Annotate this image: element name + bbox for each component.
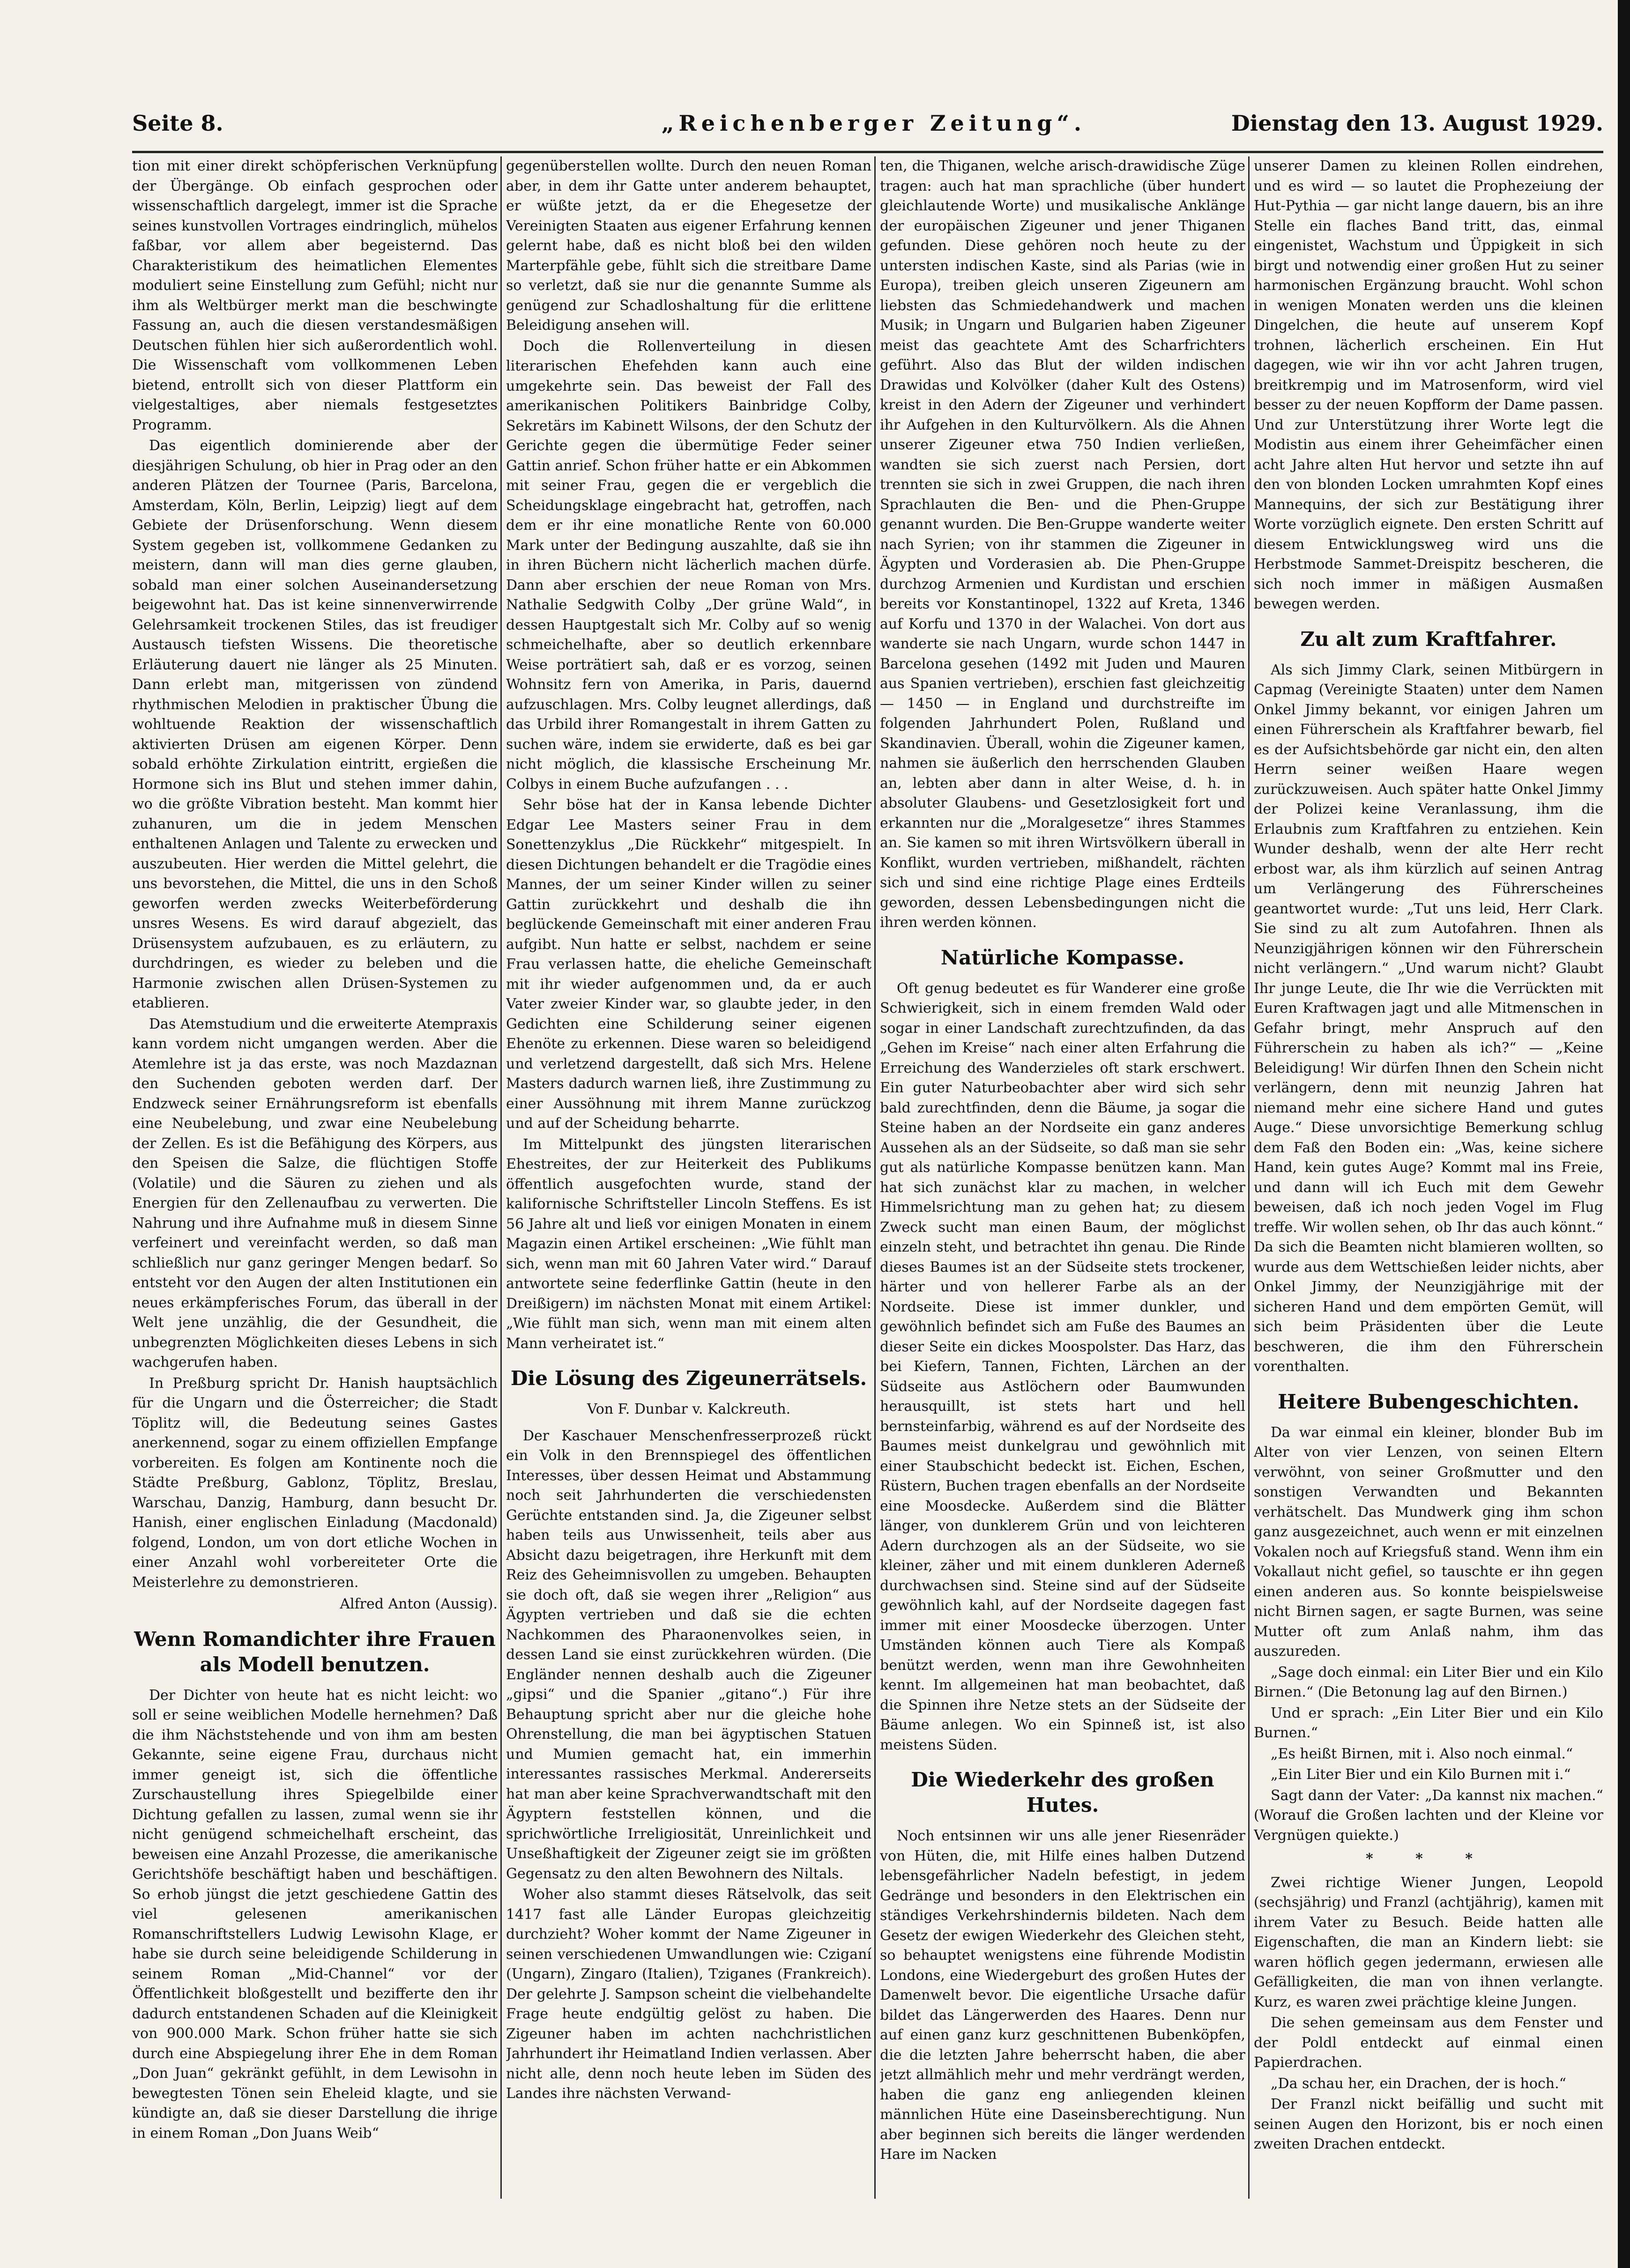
article-paragraph: Und er sprach: „Ein Liter Bier und ein Kilo Burnen.“	[1254, 1705, 1603, 1741]
issue-date: Dienstag den 13. August 1929.	[1231, 111, 1603, 136]
article-byline: Von F. Dunbar v. Kalckreuth.	[587, 1401, 791, 1417]
page-header	[132, 111, 1603, 148]
page-number: Seite 8.	[132, 111, 223, 136]
column-3	[880, 156, 1245, 2217]
article-paragraph: Noch entsinnen wir uns alle jener Riesenräder von Hüten, die, mit Hilfe eines halben Dutzend lebensgefährlicher Nadeln befestigt, in jedem Gedränge und besonders in den Elektrischen ein ständiges Verkehrshindernis bildeten. Nach dem Gesetz der ewigen Wiederkehr des Gleichen steht, so behauptet wenigstens eine führende Modistin Londons, eine Wiedergeburt des großen Hutes der Damenwelt bevor. Die eigentliche Ursache dafür bildet das Längerwerden des Haares. Denn nur auf einen ganz kurz geschnittenen Bubenköpfen, die die letzten Jahre beherrscht haben, die aber jetzt allmählich mehr und mehr verdrängt werden, haben die ganz eng anliegenden kleinen männlichen Hüte eine Daseinsberechtigung. Nun aber beginnen sich bereits die länger werdenden Hare im Nacken	[880, 1828, 1245, 2163]
newspaper-title: „Reichenberger Zeitung“.	[662, 111, 1087, 136]
article-paragraph: Oft genug bedeutet es für Wanderer eine große Schwierigkeit, sich in einem fremden Wald oder sogar in einer Landschaft zurechtzufinden, da das „Gehen im Kreise“ nach einer alten Erfahrung die Erreichung des Wanderzieles oft stark erschwert. Ein guter Naturbeobachter aber wird sich sehr bald zurechtfinden, denn die Bäume, ja sogar die Steine haben an der Nordseite ein ganz anderes Aussehen als an der Südseite, so daß man sie sehr gut als natürliche Kompasse benützen kann. Man hat sich zunächst klar zu machen, in welcher Himmelsrichtung man zu gehen hat; zu diesem Zweck sucht man einen Baum, der möglichst einzeln steht, und betrachtet ihn genau. Die Rinde dieses Baumes ist an der Südseite stets trockener, härter und von hellerer Farbe als an der Nordseite. Diese ist immer dunkler, und gewöhnlich befindet sich am Fuße des Baumes an dieser Seite ein dickes Moospolster. Das Harz, das bei Kiefern, Tannen, Fichten, Lärchen an der Südseite aus Astlöchern oder Baumwunden herausquillt, ist stets hart und hell bernsteinfarbig, während es auf der Nordseite des Baumes meist dunkelgrau und gewöhnlich mit einer Staubschicht bedeckt ist. Eichen, Eschen, Rüstern, Buchen tragen ebenfalls an der Nordseite eine Moosdecke. Außerdem sind die Blätter länger, von dunklerem Grün und von leichteren Adern durchzogen als an der Südseite, wo sie kleiner, zäher und mit einem dunkleren Aderneß durchwachsen sind. Steine sind auf der Südseite gewöhnlich kahl, auf der Nordseite dagegen fast immer mit einer Moosdecke überzogen. Unter Umständen können auch Tiere als Kompaß benützt werden, wenn man ihre Gewohnheiten kennt. Im allgemeinen hat man beobachtet, daß die Spinnen ihre Netze stets an der Südseite der Bäume anlegen. Wo ein Spinneß ist, ist also meistens Süden.	[880, 980, 1245, 1753]
article-paragraph: In Preßburg spricht Dr. Hanish hauptsächlich für die Ungarn und die Österreicher; die Stadt Töplitz will, die Bedeutung seines Gastes anerkennend, sogar zu einem offiziellen Empfange vorbereiten. Es folgen am Kontinente noch die Städte Preßburg, Gablonz, Töplitz, Breslau, Warschau, Danzig, Hamburg, dann besucht Dr. Hanish, einer englischen Einladung (Macdonald) folgend, London, um von dort etliche Wochen in einer Anzahl wohl vorbereiteter Orte die Meisterlehre zu demonstrieren.	[132, 1375, 498, 1591]
article-paragraph: Im Mittelpunkt des jüngsten literarischen Ehestreites, der zur Heiterkeit des Publikums öffentlich ausgefochten wurde, stand der kalifornische Schriftsteller Lincoln Steffens. Es ist 56 Jahre alt und ließ vor einigen Monaten in einem Magazin einen Artikel erscheinen: „Wie fühlt man sich, wenn man mit 60 Jahren Vater wird.“ Darauf antwortete seine federflinke Gattin (heute in den Dreißigern) im nächsten Monat mit einem Artikel: „Wie fühlt man sich, wenn man mit einem alten Mann verheiratet ist.“	[506, 1136, 871, 1352]
column-2	[506, 156, 871, 2217]
section-separator: * * *	[1366, 1851, 1491, 1867]
article-headline: Die Lösung des Zigeunerrätsels.	[510, 1367, 867, 1390]
article-paragraph: unserer Damen zu kleinen Rollen eindrehen, und es wird — so lautet die Prophezeiung der Hut-Pythia — gar nicht lange dauern, bis an ihre Stelle ein flaches Band tritt, das, einmal eingenistet, Wachstum und Üppigkeit in sich birgt und notwendig einer großen Hut zu seiner harmonischen Ergänzung braucht. Wohl schon in wenigen Monaten werden uns die kleinen Dingelchen, die heute auf unserem Kopf trohnen, lächerlich erscheinen. Ein Hut dagegen, wie wir ihn vor acht Jahren trugen, breitkrempig und im Matrosenform, wird viel besser zu der neuen Kopfform der Dame passen. Und zur Unterstützung ihrer Worte legt die Modistin aus einem ihrer Geheimfächer einen acht Jahre alten Hut hervor und setzte ihn auf den von blonden Locken umrahmten Kopf eines Mannequins, der sich zur Bestätigung ihrer Worte vorzüglich eignete. Den ersten Schritt auf diesem Entwicklungsweg wird uns die Herbstmode Sammet-Dreispitz bescheren, die sich noch immer in mäßigen Ausmaßen bewegen werden.	[1254, 158, 1603, 612]
article-paragraph: Der Dichter von heute hat es nicht leicht: wo soll er seine weiblichen Modelle hernehmen? Daß die ihm Nächststehende und von ihm am besten Gekannte, seine eigene Frau, durchaus nicht immer geneigt ist, sich die öffentliche Zurschaustellung ihres Spiegelbilde einer Dichtung gefallen zu lassen, zumal wenn sie ihr nicht genügend schmeichelhaft erscheint, das beweisen eine Anzahl Prozesse, die amerikanische Gerichtshöfe beschäftigt haben und beschäftigen. So erhob jüngst die jetzt geschiedene Gattin des viel gelesenen amerikanischen Romanschriftstellers Ludwig Lewisohn Klage, er habe sie durch seine beleidigende Schilderung in seinem Roman „Mid-Channel“ vor der Öffentlichkeit bloßgestellt und bezifferte den ihr dadurch entstandenen Schaden auf die Kleinigkeit von 900.000 Mark. Schon früher hatte sie sich durch eine Abspiegelung ihrer Ehe in dem Roman „Don Juan“ gekränkt gefühlt, in dem Lewisohn in bewegtesten Tönen sein Eheleid klagte, und sie kündigte an, daß sie dieser Darstellung die ihrige in einem Roman „Don Juans Weib“	[132, 1687, 498, 2142]
article-headline: Wenn Romandichter ihre Frauen als Modell benutzen.	[134, 1627, 496, 1676]
article-paragraph: Da war einmal ein kleiner, blonder Bub im Alter von vier Lenzen, von seinen Eltern verwöhnt, von seiner Großmutter und den sonstigen Verwandten und Bekannten verhätschelt. Das Mundwerk ging ihm schon ganz ausgezeichnet, auch wenn er mit einzelnen Vokalen noch auf Kriegsfuß stand. Wenn ihm ein Vokallaut nicht gefiel, so tauschte er ihn gegen einen anderen aus. So konnte beispielsweise nicht Birnen sagen, er sagte Burnen, was seine Mutter oft zum Anlaß nahm, ihm das auszureden.	[1254, 1424, 1603, 1660]
column-rule	[1248, 156, 1250, 2199]
article-paragraph: Das Atemstudium und die erweiterte Atempraxis kann vordem nicht umgangen werden. Aber die Atemlehre ist ja das erste, was noch Mazdaznan den Suchenden geboten werden darf. Der Endzweck seiner Ernährungsreform ist ebenfalls eine Neubelebung, und zwar eine Neubelebung der Zellen. Es ist die Befähigung des Körpers, aus den Speisen die Salze, die flüchtigen Stoffe (Volatile) und die Säuren zu ziehen und als Energien für den Zellenaufbau zu verwerten. Die Nahrung und ihre Aufnahme muß in diesem Sinne verfeinert und vereinfacht werden, so daß man schließlich nur ganz geringer Mengen bedarf. So entsteht vor den Augen der alten Institutionen ein neues erkämpferisches Forum, das überall in der Welt jene unzählig, die der Gesundheit, die unbegrenzten Möglichkeiten dieses Lebens in sich wachgerufen haben.	[132, 1015, 498, 1371]
article-paragraph: Der Kaschauer Menschenfresserprozeß rückt ein Volk in den Brennspiegel des öffentlichen Interesses, über dessen Heimat und Abstammung noch seit Jahrhunderten die verschiedensten Gerüchte entstanden sind. Ja, die Zigeuner selbst haben teils aus Unwissenheit, teils aber aus Absicht dazu beigetragen, ihre Herkunft mit dem Reiz des Geheimnisvollen zu umgeben. Behaupten sie doch oft, daß sie wegen ihrer „Religion“ aus Ägypten vertrieben und daß sie die echten Nachkommen des Pharaonenvolkes seien, in dessen Land sie einst zurückkehren würden. (Die Engländer nennen deshalb auch die Zigeuner „gipsi“ und die Spanier „gitano“.) Für ihre Behauptung spricht aber nur die gleiche hohe Ohrenstellung, die man bei ägyptischen Statuen und Mumien gemacht hat, ein immerhin interessantes rassisches Merkmal. Andererseits hat man aber keine Sprachverwandtschaft mit den Ägyptern feststellen können, und die sprichwörtliche Irreligiosität, Unreinlichkeit und Unseßhaftigkeit der Zigeuner zeigt sie im größten Gegensatz zu den alten Bewohnern des Niltals.	[506, 1427, 871, 1882]
article-paragraph: Sagt dann der Vater: „Da kannst nix machen.“ (Worauf die Großen lachten und der Kleine vor Vergnügen quiekte.)	[1254, 1787, 1603, 1844]
header-rule	[132, 151, 1603, 153]
article-paragraph: „Es heißt Birnen, mit i. Also noch einmal.“	[1271, 1745, 1573, 1762]
article-paragraph: „Ein Liter Bier und ein Kilo Burnen mit i.“	[1271, 1766, 1571, 1783]
article-paragraph: ten, die Thiganen, welche arisch-drawidische Züge tragen: auch hat man sprachliche (über hundert gleichlautende Worte) und musikalische Anklänge der europäischen Zigeuner und jener Thiganen gefunden. Diese gehören noch heute zu der untersten indischen Kaste, sind als Parias (wie in Europa), treiben gleich unseren Zigeunern am liebsten das Schmiedehandwerk und machen Musik; in Ungarn und Bulgarien haben Zigeuner meist das geachtete Amt des Scharfrichters geführt. Also das Blut der wilden indischen Drawidas und Kolvölker (daher Kult des Ostens) kreist in den Adern der Zigeuner und verhindert ihr Aufgehen in den Kulturvölkern. Als die Ahnen unserer Zigeuner etwa 750 Indien verließen, wandten sie sich zuerst nach Persien, dort trennten sie sich in zwei Gruppen, die nach ihren Sprachlauten die Ben- und die Phen-Gruppe genannt wurden. Die Ben-Gruppe wanderte weiter nach Syrien; von ihr stammen die Zigeuner in Ägypten und Vorderasien ab. Die Phen-Gruppe durchzog Armenien und Kurdistan und erschien bereits vor Konstantinopel, 1322 auf Kreta, 1346 auf Korfu und 1370 in der Walachei. Von dort aus wanderte sie nach Ungarn, wurde schon 1447 in Barcelona gesehen (1492 mit Juden und Mauren aus Spanien vertrieben), erschien fast gleichzeitig — 1450 — in England und durchstreifte im folgenden Jahrhundert Polen, Rußland und Skandinavien. Überall, wohin die Zigeuner kamen, nahmen sie äußerlich den herrschenden Glauben an, lebten aber dann in alter Weise, d. h. in absoluter Glaubens- und Gesetzlosigkeit fort und erkannten nur die „Moralgesetze“ ihres Stammes an. Sie kamen so mit ihren Wirtsvölkern überall in Konflikt, wurden vertrieben, mißhandelt, rächten sich und sind eine richtige Plage eines Erdteils geworden, dessen Lebensbedingungen nicht die ihren werden können.	[880, 158, 1245, 931]
article-paragraph: Zwei richtige Wiener Jungen, Leopold (sechsjährig) und Franzl (achtjährig), kamen mit ihrem Vater zu Besuch. Beide hatten alle Eigenschaften, die man an Kindern liebt: sie waren höflich gegen jedermann, erwiesen alle Gefälligkeiten, die man von ihnen verlangte. Kurz, es waren zwei prächtige kleine Jungen.	[1254, 1874, 1603, 2010]
article-paragraph: Das eigentlich dominierende aber der diesjährigen Schulung, ob hier in Prag oder an den anderen Plätzen der Tournee (Paris, Barcelona, Amsterdam, Köln, Berlin, Leipzig) liegt auf dem Gebiete der Drüsenforschung. Wenn diesem System gegeben ist, vollkommene Gedanken zu meistern, dann will man dies gerne glauben, sobald man einer solchen Auseinandersetzung beigewohnt hat. Das ist keine sinnenverwirrende Gelehrsamkeit trockenen Stiles, das ist freudiger Austausch tiefsten Wissens. Die theoretische Erläuterung dauert nie länger als 25 Minuten. Dann erlebt man, mitgerissen von zündend rhythmischen Melodien in praktischer Übung die wohltuende Reaktion der wissenschaftlich aktivierten Drüsen am eigenen Körper. Denn sobald erhöhte Zirkulation eintritt, ergießen die Hormone sich ins Blut und stehen immer dahin, wo die größte Vibration besteht. Man kommt hier zuhanuren, um die in jedem Menschen enthaltenen Anlagen und Talente zu erwecken und auszubeuten. Hier werden die Mittel gelehrt, die uns bevorstehen, die Mittel, die uns in den Schoß geworfen werden zwecks Weiterbeförderung unsres Wesens. Es wird darauf abgezielt, das Drüsensystem aufzubauen, es zu erläutern, zu durchdringen, es wieder zu beleben und die Harmonie zwischen allen Drüsen-Systemen zu etablieren.	[132, 437, 498, 1011]
article-headline: Zu alt zum Kraftfahrer.	[1300, 627, 1557, 651]
column-1	[132, 156, 498, 2217]
article-paragraph: Die sehen gemeinsam aus dem Fenster und der Poldl entdeckt auf einmal einen Papierdrachen.	[1254, 2015, 1603, 2071]
article-paragraph: „Da schau her, ein Drachen, der is hoch.“	[1271, 2075, 1566, 2092]
article-headline: Heitere Bubengeschichten.	[1278, 1390, 1579, 1413]
article-paragraph: gegenüberstellen wollte. Durch den neuen Roman aber, in dem ihr Gatte unter anderem behauptet, er wüßte jetzt, da er die Ehegesetze der Vereinigten Staaten aus eigener Erfahrung kennen gelernt habe, daß es nicht bloß bei den wilden Marterpfähle gebe, fühlt sich die streitbare Dame so verletzt, daß sie nur die genannte Summe als genügend zur Schadloshaltung für die erlittene Beleidigung ansehen will.	[506, 158, 871, 334]
column-rule	[500, 156, 502, 2199]
article-paragraph: Als sich Jimmy Clark, seinen Mitbürgern in Capmag (Vereinigte Staaten) unter dem Namen Onkel Jimmy bekannt, vor einigen Jahren um einen Führerschein als Kraftfahrer bewarb, fiel es der Aufsichtsbehörde gar nicht ein, den alten Herrn seiner weißen Haare wegen zurückzuweisen. Auch später hatte Onkel Jimmy der Polizei keine Veranlassung, ihm die Erlaubnis zum Kraftfahren zu entziehen. Kein Wunder deshalb, wenn der alte Herr recht erbost war, als ihm kürzlich auf seinen Antrag um Verlängerung des Führerscheines geantwortet wurde: „Tut uns leid, Herr Clark. Sie sind zu alt zum Autofahren. Ihnen als Neunzigjährigen können wir den Führerschein nicht verlängern.“ „Und warum nicht? Glaubt Ihr junge Leute, die Ihr wie die Verrückten mit Euren Kraftwagen jagt und alle Mitmenschen in Gefahr bringt, mehr Anspruch auf den Führerschein zu haben als ich?“ — „Keine Beleidigung! Wir dürfen Ihnen den Schein nicht verlängern, denn mit neunzig Jahren hat niemand mehr eine sichere Hand und gutes Auge.“ Diese unvorsichtige Bemerkung schlug dem Faß den Boden ein: „Was, keine sichere Hand, kein gutes Auge? Kommt mal ins Freie, und dann will ich Euch mit dem Gewehr beweisen, daß ich noch jeden Vogel im Flug treffe. Wir wollen sehen, ob Ihr das auch könnt.“ Da sich die Beamten nicht blamieren wollten, so wurde aus dem Wettschießen leider nichts, aber Onkel Jimmy, der Neunzigjährige mit der sicheren Hand und dem empörten Gemüt, will sich beim Präsidenten über die Leute beschweren, die ihm den Führerschein vorenthalten.	[1254, 661, 1603, 1375]
article-paragraph: Der Franzl nickt beifällig und sucht mit seinen Augen den Horizont, bis er noch einen zweiten Drachen entdeckt.	[1254, 2096, 1603, 2152]
article-paragraph: Sehr böse hat der in Kansa lebende Dichter Edgar Lee Masters seiner Frau in dem Sonettenzyklus „Die Rückkehr“ mitgespielt. In diesen Dichtungen behandelt er die Tragödie eines Mannes, der um seiner Kinder willen zu seiner Gattin zurückkehrt und deshalb die ihn beglückende Gemeinschaft mit einer anderen Frau aufgibt. Nun hatte er selbst, nachdem er seine Frau verlassen hatte, die eheliche Gemeinschaft mit ihr wieder aufgenommen und, da er auch Vater zweier Kinder war, so glaubte jeder, in den Gedichten eine Schilderung seiner eigenen Ehenöte zu erkennen. Diese waren so beleidigend und verletzend dargestellt, daß sich Mrs. Helene Masters dadurch warnen ließ, ihre Zustimmung zu einer Aussöhnung mit ihrem Manne zurückzog und auf der Scheidung beharrte.	[506, 797, 871, 1132]
column-rule	[874, 156, 876, 2199]
article-paragraph: tion mit einer direkt schöpferischen Verknüpfung der Übergänge. Ob einfach gesprochen oder wissenschaftlich dargelegt, immer ist die Sprache seines kunstvollen Vortrages eindringlich, mühelos faßbar, vor allem aber begeisternd. Das Charakteristikum des heimatlichen Elementes moduliert seine Einstellung zum Gefühl; nicht nur ihm als Weltbürger merkt man die beschwingte Fassung an, auch die diesen verstandesmäßigen Deutschen fühlen hier sich außerordentlich wohl. Die Wissenschaft vom vollkommenen Leben bietend, entrollt sich von dieser Plattform ein vielgestaltiges, aber niemals festgesetztes Programm.	[132, 158, 498, 433]
article-headline: Die Wiederkehr des großen Hutes.	[911, 1768, 1214, 1816]
article-paragraph: Doch die Rollenverteilung in diesen literarischen Ehefehden kann auch eine umgekehrte sein. Das beweist der Fall des amerikanischen Politikers Bainbridge Colby, Sekretärs im Kabinett Wilsons, der den Schutz der Gerichte gegen die übermütige Feder seiner Gattin anrief. Schon früher hatte er ein Abkommen mit seiner Frau, gegen die er vergeblich die Scheidungsklage eingebracht hat, getroffen, nach dem er ihr eine monatliche Rente von 60.000 Mark unter der Bedingung auszahlte, daß sie ihn in ihren Büchern nicht lächerlich machen dürfe. Dann aber erschien der neue Roman von Mrs. Nathalie Sedgwith Colby „Der grüne Wald“, in dessen Hauptgestalt sich Mr. Colby auf so wenig schmeichelhafte, aber so deutlich erkennbare Weise porträtiert sah, daß er es vorzog, seinen Wohnsitz fern von Amerika, in Paris, dauernd aufzuschlagen. Mrs. Colby leugnet allerdings, daß das Urbild ihrer Romangestalt in ihrem Gatten zu suchen wäre, indem sie erwiderte, daß es bei gar nicht möglich, die klassische Erscheinung Mr. Colbys in einem Buche aufzufangen . . .	[506, 338, 871, 793]
article-paragraph: Woher also stammt dieses Rätselvolk, das seit 1417 fast alle Länder Europas gleichzeitig durchzieht? Woher kommt der Name Zigeuner in seinen verschiedenen Umwandlungen wie: Cziganí (Ungarn), Zingaro (Italien), Tziganes (Frankreich). Der gelehrte J. Sampson scheint die vielbehandelte Frage heute endgültig gelöst zu haben. Die Zigeuner haben im achten nachchristlichen Jahrhundert ihr Heimatland Indien verlassen. Aber nicht alle, denn noch heute leben im Süden des Landes ihre nächsten Verwand-	[506, 1886, 871, 2102]
author-signature: Alfred Anton (Aussig).	[340, 1596, 498, 1612]
article-headline: Natürliche Kompasse.	[940, 946, 1185, 969]
article-paragraph: „Sage doch einmal: ein Liter Bier und ein Kilo Birnen.“ (Die Betonung lag auf den Birnen.)	[1254, 1664, 1603, 1700]
column-4	[1254, 156, 1603, 2217]
page-edge	[1618, 0, 1630, 2268]
